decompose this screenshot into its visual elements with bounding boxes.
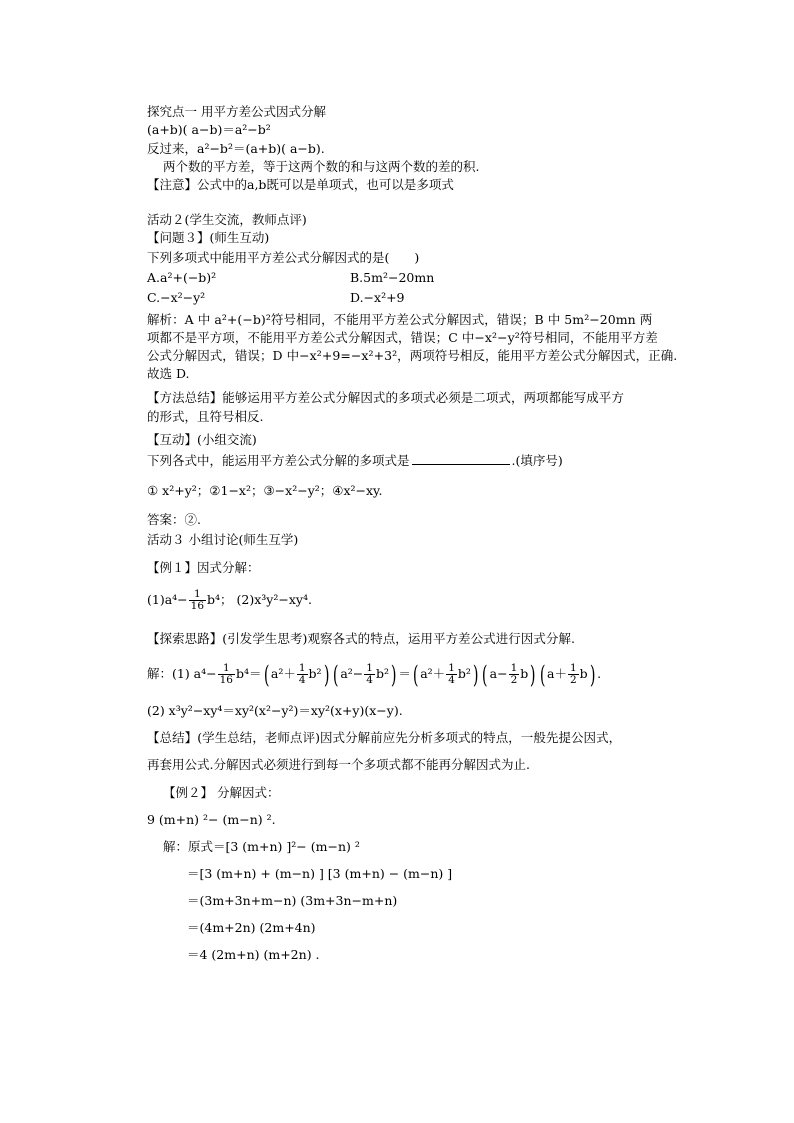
activity-2-title: 活动２(学生交流，教师点评) (147, 212, 307, 227)
fraction-numerator: 1 (218, 663, 235, 675)
sol1-part: a²＋ (270, 666, 296, 681)
fraction (509, 663, 520, 686)
interact-question (147, 452, 563, 469)
fraction-denominator: 2 (569, 674, 577, 686)
sol1-part: b⁴＝ (236, 666, 262, 681)
fraction-numerator: 1 (448, 662, 455, 674)
right-paren: ) (472, 660, 479, 689)
fraction-numerator: 1 (569, 662, 577, 674)
right-paren: ) (589, 660, 596, 689)
formula-note: 【注意】公式中的a,b既可以是单项式，也可以是多项式 (147, 177, 454, 192)
fraction-numerator: 1 (298, 662, 306, 674)
solution-1 (147, 660, 601, 688)
interact-label: 【互动】(小组交流) (147, 432, 257, 447)
left-paren: ( (412, 660, 419, 689)
fraction-numerator: 1 (189, 589, 206, 601)
answer-blank[interactable] (412, 452, 510, 465)
option-b: B.5m²−20mn (350, 270, 435, 285)
option-c: C.−x²−y² (147, 290, 206, 305)
problem-3-label: 【问题３】(师生互动) (147, 230, 270, 245)
interact-items: ① x²+y²；②1−x²；③−x²−y²；④x²−xy. (147, 483, 383, 498)
summary-line-1: 【总结】(学生总结，老师点评)因式分解前应先分析多项式的特点，一般先提公因式， (147, 730, 622, 745)
fraction-denominator: 2 (510, 674, 518, 686)
sol1-part: b (520, 666, 529, 681)
explore-thinking: 【探索思路】(引发学生思考)观察各式的特点，运用平方差公式进行因式分解. (147, 631, 576, 646)
fraction-denominator: 4 (298, 674, 306, 686)
fraction-denominator: 16 (190, 600, 205, 612)
summary-line-2: 再套用公式.分解因式必须进行到每一个多项式都不能再分解因式为止. (147, 757, 530, 772)
left-paren: ( (482, 660, 488, 689)
fraction (218, 663, 235, 686)
option-a: A.a²+(−b)² (147, 270, 217, 285)
left-paren: ( (332, 660, 339, 689)
example-2-step-5: ＝4 (2m+n) (m+2n) . (187, 947, 320, 962)
fraction (446, 663, 457, 686)
sol1-prefix: 解：(1) a⁴− (147, 666, 217, 681)
difference-of-squares-formula: (a+b)( a−b)＝a²−b² (147, 122, 271, 137)
sol1-part: a²− (340, 666, 364, 681)
fraction (568, 663, 579, 686)
fraction (364, 663, 375, 686)
fraction-numerator: 1 (366, 662, 373, 674)
right-paren: ) (530, 660, 536, 689)
problem-3-question: 下列多项式中能用平方差公式分解因式的是( ) (147, 250, 420, 265)
ex1-q1-suffix: b⁴； (2)x³y²−xy⁴. (207, 592, 312, 607)
analysis-line-2: 项都不是平方项，不能用平方差公式分解因式，错误；C 中−x²−y²符号相同，不能用平方差 (147, 330, 658, 345)
analysis-line-1: 解析：A 中 a²+(−b)²符号相同，不能用平方差公式分解因式，错误；B 中 5m²−20mn 两 (147, 312, 653, 327)
example-2-step-1: 解：原式＝[3 (m+n) ]²− (m−n) ² (163, 839, 360, 854)
left-paren: ( (263, 660, 270, 689)
right-paren: ) (323, 660, 330, 689)
example-2-label: 【例２】 分解因式： (163, 785, 280, 800)
ex1-q1-prefix: (1)a⁴− (147, 592, 188, 607)
fraction-denominator: 4 (448, 674, 455, 686)
reverse-formula: 反过来，a²−b²＝(a+b)( a−b). (147, 141, 325, 156)
method-summary-line-2: 的形式，且符号相反. (147, 409, 264, 424)
fraction-denominator: 4 (366, 674, 373, 686)
formula-statement: 两个数的平方差，等于这两个数的和与这两个数的差的积. (163, 159, 480, 174)
left-paren: ( (539, 660, 546, 689)
fraction-denominator: 16 (219, 674, 233, 686)
example-1-label: 【例１】因式分解： (147, 560, 260, 575)
sol1-part: a− (489, 666, 508, 681)
sol1-part: a＋ (547, 666, 567, 681)
analysis-line-3: 公式分解因式，错误；D 中−x²+9=−x²+3²，两项符号相反，能用平方差公式分解因式，正确. (147, 348, 678, 363)
sol1-equals: ＝ (398, 666, 411, 681)
solution-2: (2) x³y²−xy⁴＝xy²(x²−y²)＝xy²(x+y)(x−y). (147, 703, 403, 718)
sol1-part: b² (457, 666, 471, 681)
example-2-question: 9 (m+n) ²− (m−n) ². (147, 812, 276, 827)
sol1-part: b (579, 666, 588, 681)
right-paren: ) (390, 660, 397, 689)
sol1-end: . (597, 666, 602, 681)
example-2-step-2: ＝[3 (m+n) + (m−n) ] [3 (m+n) − (m−n) ] (187, 866, 453, 881)
section-heading: 探究点一 用平方差公式因式分解 (147, 104, 326, 119)
analysis-line-4: 故选 D. (147, 366, 190, 381)
interact-question-text: 下列各式中，能运用平方差公式分解的多项式是 (147, 453, 410, 468)
activity-3-title: 活动３ 小组讨论(师生互学) (147, 532, 299, 547)
method-summary-line-1: 【方法总结】能够运用平方差公式分解因式的多项式必须是二项式，两项都能写成平方 (147, 390, 624, 405)
fraction-numerator: 1 (510, 662, 518, 674)
example-2-step-3: ＝(3m+3n+m−n) (3m+3n−m+n) (187, 893, 398, 908)
option-d: D.−x²+9 (350, 290, 405, 305)
sol1-part: b² (308, 666, 322, 681)
fraction (297, 663, 308, 686)
example-1-questions (147, 588, 312, 612)
interact-question-suffix: .(填序号) (511, 453, 563, 468)
example-2-step-4: ＝(4m+2n) (2m+4n) (187, 920, 316, 935)
sol1-part: b² (375, 666, 389, 681)
sol1-part: a²＋ (420, 666, 446, 681)
interact-answer: 答案：②. (147, 512, 201, 527)
fraction-1-16 (189, 589, 206, 612)
